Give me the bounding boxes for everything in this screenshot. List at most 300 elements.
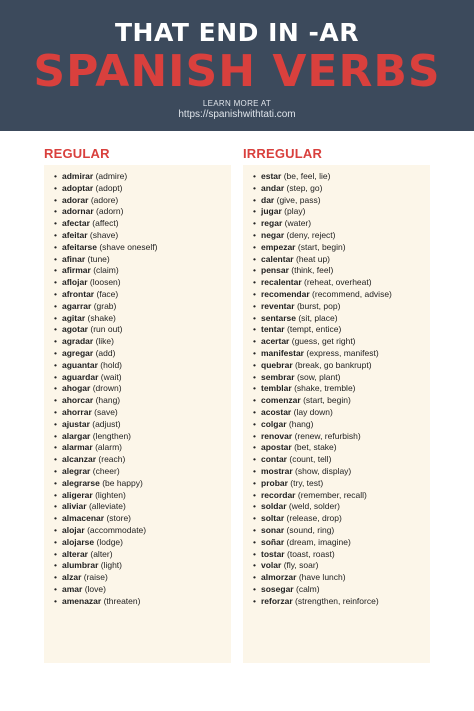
verb-meaning: (save) — [94, 406, 118, 417]
bullet-icon: • — [253, 241, 256, 252]
verb-meaning: (run out) — [90, 324, 123, 335]
irregular-verb-item — [253, 195, 392, 207]
regular-verb-item — [54, 195, 157, 207]
verb-meaning: (hang) — [95, 395, 121, 406]
irregular-verb-item — [253, 218, 392, 230]
website-url: https://spanishwithtati.com — [178, 109, 296, 120]
bullet-icon: • — [54, 430, 57, 441]
verb: negar — [261, 229, 285, 240]
bullet-icon: • — [253, 194, 256, 205]
irregular-verb-item — [253, 560, 392, 572]
regular-verb-item — [54, 513, 157, 525]
bullet-icon: • — [54, 288, 57, 299]
irregular-verb-item — [253, 513, 392, 525]
bullet-icon: • — [54, 548, 57, 559]
bullet-icon: • — [253, 430, 256, 441]
irregular-verb-item — [253, 336, 392, 348]
verb: andar — [261, 182, 285, 193]
verb: amenazar — [62, 595, 102, 606]
verb-meaning: (be, feel, lie) — [283, 171, 331, 181]
verb-meaning: (shake, tremble) — [294, 383, 356, 394]
irregular-verb-list — [253, 171, 392, 607]
regular-verb-item — [54, 383, 157, 395]
verb-meaning: (lengthen) — [92, 430, 132, 441]
irregular-verb-item — [253, 313, 392, 325]
regular-verb-item — [54, 324, 157, 336]
verb-meaning: (grab) — [93, 300, 117, 311]
bullet-icon: • — [54, 359, 57, 370]
verb: aflojar — [62, 277, 88, 288]
verb-meaning: (hold) — [100, 359, 123, 370]
regular-verb-item — [54, 442, 157, 454]
irregular-panel — [243, 165, 430, 663]
regular-verb-item — [54, 407, 157, 419]
irregular-verb-item — [253, 183, 392, 195]
irregular-verb-item — [253, 360, 392, 372]
verb: agregar — [62, 347, 94, 358]
verb: pensar — [261, 265, 289, 276]
regular-verb-item — [54, 372, 157, 384]
regular-verb-item — [54, 419, 157, 431]
verb: ahorcar — [62, 395, 94, 406]
verb-meaning: (adore) — [90, 194, 119, 205]
irregular-verb-item — [253, 442, 392, 454]
regular-verb-item — [54, 277, 157, 289]
verb: afeitar — [62, 229, 88, 240]
verb: soldar — [261, 501, 287, 512]
irregular-verb-item — [253, 525, 392, 537]
verb-meaning: (give, pass) — [276, 194, 321, 205]
regular-verb-item — [54, 171, 157, 183]
verb-meaning: (reheat, overheat) — [304, 277, 372, 288]
verb: afectar — [62, 218, 90, 229]
verb: agarrar — [62, 300, 92, 311]
irregular-verb-item — [253, 537, 392, 549]
irregular-verb-item — [253, 254, 392, 266]
verb-meaning: (think, feel) — [291, 265, 334, 276]
verb-meaning: (sow, plant) — [296, 371, 341, 382]
bullet-icon: • — [54, 395, 57, 406]
verb: afirmar — [62, 265, 91, 276]
verb-meaning: (be happy) — [102, 477, 143, 488]
header-subtitle: THAT END IN -AR — [115, 18, 359, 47]
verb-meaning: (store) — [106, 513, 131, 524]
regular-verb-item — [54, 301, 157, 313]
regular-verb-item — [54, 360, 157, 372]
verb-meaning: (try, test) — [290, 477, 324, 488]
verb-meaning: (bet, stake) — [294, 442, 337, 453]
verb-meaning: (heat up) — [295, 253, 331, 264]
irregular-verb-item — [253, 242, 392, 254]
verb-meaning: (face) — [96, 288, 119, 299]
verb-meaning: (cheer) — [92, 465, 120, 476]
irregular-verb-item — [253, 265, 392, 277]
verb: comenzar — [261, 395, 301, 406]
bullet-icon: • — [54, 206, 57, 217]
irregular-verb-item — [253, 501, 392, 513]
regular-verb-item — [54, 265, 157, 277]
bullet-icon: • — [54, 501, 57, 512]
verb: aguantar — [62, 359, 98, 370]
bullet-icon: • — [253, 182, 256, 193]
bullet-icon: • — [253, 418, 256, 429]
irregular-verb-item — [253, 419, 392, 431]
bullet-icon: • — [253, 536, 256, 547]
verb: almacenar — [62, 513, 105, 524]
verb: recomendar — [261, 288, 310, 299]
regular-verb-item — [54, 537, 157, 549]
verb: sentarse — [261, 312, 296, 323]
irregular-verb-item — [253, 289, 392, 301]
regular-verb-item — [54, 572, 157, 584]
verb: alargar — [62, 430, 91, 441]
bullet-icon: • — [253, 347, 256, 358]
verb: amar — [62, 583, 83, 594]
bullet-icon: • — [54, 277, 57, 288]
verb: soñar — [261, 536, 285, 547]
verb: admirar — [62, 171, 94, 181]
bullet-icon: • — [253, 324, 256, 335]
regular-verb-item — [54, 454, 157, 466]
irregular-verb-item — [253, 277, 392, 289]
regular-verb-item — [54, 466, 157, 478]
bullet-icon: • — [253, 572, 256, 583]
bullet-icon: • — [253, 218, 256, 229]
bullet-icon: • — [253, 513, 256, 524]
irregular-verb-item — [253, 407, 392, 419]
verb-meaning: (step, go) — [286, 182, 323, 193]
verb-meaning: (start, begin) — [303, 395, 351, 406]
irregular-verb-item — [253, 431, 392, 443]
verb: manifestar — [261, 347, 304, 358]
verb: aligerar — [62, 489, 93, 500]
verb-meaning: (sound, ring) — [286, 524, 335, 535]
irregular-verb-item — [253, 584, 392, 596]
bullet-icon: • — [54, 383, 57, 394]
regular-verb-item — [54, 218, 157, 230]
verb: adoptar — [62, 182, 94, 193]
verb: alumbrar — [62, 560, 99, 571]
irregular-verb-item — [253, 171, 392, 183]
regular-verb-item — [54, 478, 157, 490]
verb-meaning: (dream, imagine) — [286, 536, 351, 547]
bullet-icon: • — [54, 583, 57, 594]
bullet-icon: • — [253, 371, 256, 382]
bullet-icon: • — [54, 336, 57, 347]
verb: regar — [261, 218, 283, 229]
header-title: SPANISH VERBS — [33, 46, 441, 97]
regular-verb-item — [54, 596, 157, 608]
regular-verb-item — [54, 313, 157, 325]
verb: soltar — [261, 513, 285, 524]
verb-meaning: (sit, place) — [298, 312, 338, 323]
verb-meaning: (guess, get right) — [291, 336, 356, 347]
verb-meaning: (alarm) — [95, 442, 123, 453]
bullet-icon: • — [253, 277, 256, 288]
irregular-verb-item — [253, 490, 392, 502]
bullet-icon: • — [54, 241, 57, 252]
verb-meaning: (renew, refurbish) — [294, 430, 361, 441]
verb: recordar — [261, 489, 296, 500]
verb: temblar — [261, 383, 292, 394]
verb-meaning: (accommodate) — [87, 524, 147, 535]
verb-meaning: (strengthen, reinforce) — [295, 595, 379, 606]
bullet-icon: • — [253, 171, 256, 181]
verb-meaning: (alleviate) — [88, 501, 126, 512]
bullet-icon: • — [54, 442, 57, 453]
bullet-icon: • — [253, 336, 256, 347]
verb-meaning: (water) — [284, 218, 312, 229]
bullet-icon: • — [54, 477, 57, 488]
verb: sonar — [261, 524, 285, 535]
bullet-icon: • — [253, 395, 256, 406]
verb: quebrar — [261, 359, 293, 370]
verb: agotar — [62, 324, 88, 335]
bullet-icon: • — [54, 171, 57, 181]
irregular-verb-item — [253, 572, 392, 584]
verb-meaning: (wait) — [100, 371, 122, 382]
verb-meaning: (recommend, advise) — [312, 288, 392, 299]
verb: almorzar — [261, 572, 297, 583]
bullet-icon: • — [54, 572, 57, 583]
verb-meaning: (weld, solder) — [288, 501, 340, 512]
verb-meaning: (raise) — [83, 572, 108, 583]
bullet-icon: • — [54, 253, 57, 264]
irregular-verb-item — [253, 596, 392, 608]
regular-verb-list — [54, 171, 157, 607]
bullet-icon: • — [253, 583, 256, 594]
verb: dar — [261, 194, 275, 205]
bullet-icon: • — [54, 265, 57, 276]
regular-verb-item — [54, 230, 157, 242]
verb-meaning: (drown) — [92, 383, 122, 394]
verb: aguardar — [62, 371, 99, 382]
bullet-icon: • — [253, 465, 256, 476]
verb-meaning: (reach) — [98, 454, 126, 465]
irregular-verb-item — [253, 372, 392, 384]
bullet-icon: • — [54, 489, 57, 500]
verb: contar — [261, 454, 287, 465]
verb: tostar — [261, 548, 285, 559]
verb: alterar — [62, 548, 88, 559]
verb-meaning: (count, tell) — [289, 454, 332, 465]
verb: colgar — [261, 418, 287, 429]
verb: tentar — [261, 324, 285, 335]
bullet-icon: • — [54, 347, 57, 358]
verb: acertar — [261, 336, 290, 347]
verb: afrontar — [62, 288, 95, 299]
verb: jugar — [261, 206, 282, 217]
verb-meaning: (play) — [284, 206, 306, 217]
verb: volar — [261, 560, 282, 571]
verb-meaning: (break, go bankrupt) — [295, 359, 372, 370]
verb: alegrarse — [62, 477, 100, 488]
bullet-icon: • — [54, 312, 57, 323]
verb: aliviar — [62, 501, 87, 512]
irregular-verb-item — [253, 395, 392, 407]
bullet-icon: • — [253, 406, 256, 417]
verb-meaning: (deny, reject) — [286, 229, 336, 240]
regular-verb-item — [54, 206, 157, 218]
regular-verb-item — [54, 490, 157, 502]
verb: alzar — [62, 572, 82, 583]
bullet-icon: • — [54, 324, 57, 335]
verb-meaning: (shave oneself) — [99, 241, 158, 252]
bullet-icon: • — [54, 194, 57, 205]
verb-meaning: (adopt) — [95, 182, 123, 193]
bullet-icon: • — [54, 229, 57, 240]
verb-meaning: (affect) — [92, 218, 119, 229]
irregular-verb-item — [253, 549, 392, 561]
bullet-icon: • — [54, 454, 57, 465]
verb: sembrar — [261, 371, 295, 382]
verb-meaning: (shave) — [89, 229, 119, 240]
verb: reforzar — [261, 595, 293, 606]
verb: alojarse — [62, 536, 95, 547]
verb: ahorrar — [62, 406, 92, 417]
irregular-verb-item — [253, 230, 392, 242]
verb-meaning: (alter) — [90, 548, 113, 559]
regular-verb-item — [54, 242, 157, 254]
verb: ahogar — [62, 383, 91, 394]
regular-verb-item — [54, 289, 157, 301]
verb: adornar — [62, 206, 94, 217]
regular-verb-item — [54, 348, 157, 360]
verb: recalentar — [261, 277, 302, 288]
verb: afinar — [62, 253, 86, 264]
verb: alegrar — [62, 465, 91, 476]
header-banner — [0, 0, 474, 131]
verb-meaning: (adjust) — [92, 418, 121, 429]
bullet-icon: • — [54, 418, 57, 429]
bullet-icon: • — [54, 513, 57, 524]
bullet-icon: • — [253, 595, 256, 606]
bullet-icon: • — [253, 253, 256, 264]
verb-meaning: (tempt, entice) — [287, 324, 342, 335]
regular-verb-item — [54, 254, 157, 266]
verb: adorar — [62, 194, 89, 205]
irregular-verb-item — [253, 383, 392, 395]
bullet-icon: • — [54, 560, 57, 571]
verb-meaning: (have lunch) — [298, 572, 346, 583]
bullet-icon: • — [253, 229, 256, 240]
learn-more-label: LEARN MORE AT — [202, 99, 272, 108]
bullet-icon: • — [54, 371, 57, 382]
irregular-verb-item — [253, 324, 392, 336]
verb: ajustar — [62, 418, 90, 429]
bullet-icon: • — [253, 383, 256, 394]
verb-meaning: (release, drop) — [286, 513, 342, 524]
irregular-verb-item — [253, 206, 392, 218]
bullet-icon: • — [253, 359, 256, 370]
regular-verb-item — [54, 183, 157, 195]
bullet-icon: • — [253, 560, 256, 571]
verb-meaning: (burst, pop) — [296, 300, 341, 311]
bullet-icon: • — [253, 442, 256, 453]
verb-meaning: (remember, recall) — [297, 489, 367, 500]
verb: mostrar — [261, 465, 293, 476]
verb-meaning: (light) — [100, 560, 123, 571]
bullet-icon: • — [253, 265, 256, 276]
verb: probar — [261, 477, 288, 488]
verb-meaning: (calm) — [295, 583, 320, 594]
irregular-verb-item — [253, 348, 392, 360]
irregular-verb-item — [253, 301, 392, 313]
bullet-icon: • — [253, 288, 256, 299]
regular-verb-item — [54, 525, 157, 537]
verb: acostar — [261, 406, 292, 417]
regular-verb-item — [54, 431, 157, 443]
bullet-icon: • — [253, 454, 256, 465]
verb-meaning: (admire) — [95, 171, 128, 181]
bullet-icon: • — [253, 489, 256, 500]
verb: alojar — [62, 524, 85, 535]
regular-verb-item — [54, 395, 157, 407]
verb: estar — [261, 171, 282, 181]
verb: apostar — [261, 442, 292, 453]
verb-meaning: (add) — [95, 347, 116, 358]
verb: renovar — [261, 430, 293, 441]
verb-meaning: (toast, roast) — [287, 548, 335, 559]
bullet-icon: • — [54, 465, 57, 476]
irregular-verb-item — [253, 478, 392, 490]
verb-meaning: (shake) — [87, 312, 116, 323]
irregular-verb-item — [253, 454, 392, 466]
bullet-icon: • — [54, 218, 57, 229]
verb-meaning: (claim) — [93, 265, 119, 276]
regular-heading: REGULAR — [44, 146, 110, 161]
verb-meaning: (like) — [95, 336, 114, 347]
bullet-icon: • — [54, 536, 57, 547]
regular-panel — [44, 165, 231, 663]
bullet-icon: • — [253, 501, 256, 512]
verb-meaning: (tune) — [87, 253, 110, 264]
regular-verb-item — [54, 549, 157, 561]
bullet-icon: • — [253, 477, 256, 488]
regular-verb-item — [54, 501, 157, 513]
verb-meaning: (start, begin) — [297, 241, 346, 252]
regular-verb-item — [54, 584, 157, 596]
regular-verb-item — [54, 336, 157, 348]
bullet-icon: • — [54, 406, 57, 417]
verb-meaning: (hang) — [288, 418, 314, 429]
bullet-icon: • — [253, 524, 256, 535]
verb: agradar — [62, 336, 94, 347]
verb: reventar — [261, 300, 295, 311]
verb-meaning: (love) — [84, 583, 106, 594]
bullet-icon: • — [253, 300, 256, 311]
verb-meaning: (loosen) — [89, 277, 121, 288]
verb: calentar — [261, 253, 294, 264]
verb-meaning: (lodge) — [96, 536, 123, 547]
bullet-icon: • — [54, 524, 57, 535]
regular-verb-item — [54, 560, 157, 572]
verb: alcanzar — [62, 454, 97, 465]
verb-meaning: (lay down) — [293, 406, 333, 417]
bullet-icon: • — [54, 595, 57, 606]
verb: alarmar — [62, 442, 93, 453]
irregular-heading: IRREGULAR — [243, 146, 323, 161]
verb: sosegar — [261, 583, 294, 594]
bullet-icon: • — [54, 300, 57, 311]
verb-meaning: (show, display) — [295, 465, 352, 476]
bullet-icon: • — [253, 312, 256, 323]
verb-meaning: (lighten) — [95, 489, 126, 500]
verb-meaning: (express, manifest) — [306, 347, 379, 358]
bullet-icon: • — [253, 206, 256, 217]
bullet-icon: • — [253, 548, 256, 559]
verb-meaning: (fly, soar) — [283, 560, 319, 571]
